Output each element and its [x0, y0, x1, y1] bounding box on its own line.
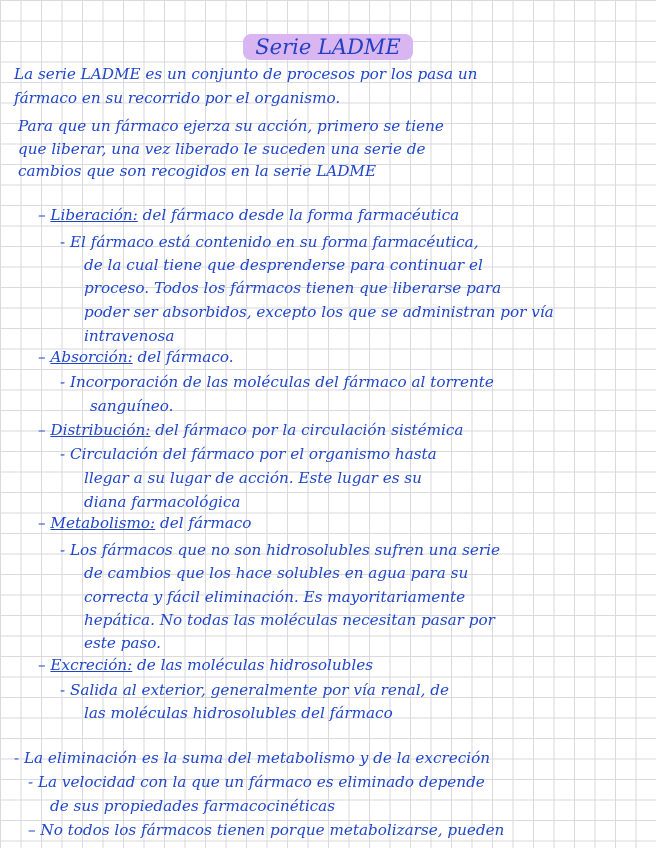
note-line: - La eliminación es la suma del metabolismo y de la excreción	[14, 749, 491, 767]
section-detail-line: de cambios que los hace solubles en agua para su	[84, 564, 469, 582]
section-detail-line: proceso. Todos los fármacos tienen que liberarse para	[84, 279, 502, 297]
intro-line: fármaco en su recorrido por el organismo.	[14, 89, 341, 107]
dash: –	[38, 206, 46, 224]
section-desc: de las moléculas hidrosolubles	[132, 656, 374, 674]
section-detail-line: correcta y fácil eliminación. Es mayoritariamente	[84, 588, 466, 606]
section-detail-line: - Circulación del fármaco por el organismo hasta	[60, 445, 437, 463]
note-line: de sus propiedades farmacocinéticas	[50, 797, 336, 815]
dash: –	[38, 656, 46, 674]
title-wrap	[0, 34, 656, 60]
section-detail-line: las moléculas hidrosolubles del fármaco	[84, 704, 393, 722]
section-desc: del fármaco por la circulación sistémica	[150, 421, 464, 439]
section-heading	[38, 347, 234, 367]
section-heading	[38, 205, 459, 225]
section-heading	[38, 513, 251, 533]
section-detail-line: diana farmacológica	[84, 493, 241, 511]
section-term: Liberación:	[50, 206, 138, 224]
section-term: Distribución:	[50, 421, 151, 439]
section-detail-line: este paso.	[84, 634, 161, 652]
section-detail-line: - El fármaco está contenido en su forma farmacéutica,	[60, 233, 479, 251]
section-desc: del fármaco.	[132, 348, 234, 366]
note-line: – No todos los fármacos tienen porque metabolizarse, pueden	[28, 821, 505, 839]
section-detail-line: intravenosa	[84, 327, 175, 345]
intro-line: cambios que son recogidos en la serie LADME	[18, 162, 377, 180]
section-detail-line: llegar a su lugar de acción. Este lugar es su	[84, 469, 422, 487]
section-detail-line: - Incorporación de las moléculas del fármaco al torrente	[60, 373, 494, 391]
intro-line: La serie LADME es un conjunto de procesos por los pasa un	[14, 65, 478, 83]
intro-line: que liberar, una vez liberado le suceden una serie de	[18, 140, 426, 158]
section-detail-line: sanguíneo.	[90, 397, 174, 415]
section-heading	[38, 655, 373, 675]
section-detail-line: poder ser absorbidos, excepto los que se administran por vía	[84, 303, 554, 321]
section-term: Metabolismo:	[50, 514, 156, 532]
section-term: Absorción:	[50, 348, 133, 366]
page-title: Serie LADME	[243, 34, 412, 60]
dash: –	[38, 514, 46, 532]
dash: –	[38, 421, 46, 439]
section-detail-line: - Los fármacos que no son hidrosolubles sufren una serie	[60, 541, 501, 559]
intro-line: Para que un fármaco ejerza su acción, primero se tiene	[18, 117, 444, 135]
note-line: - La velocidad con la que un fármaco es eliminado depende	[28, 773, 485, 791]
section-desc: del fármaco desde la forma farmacéutica	[137, 206, 460, 224]
section-detail-line: - Salida al exterior, generalmente por vía renal, de	[60, 681, 449, 699]
section-desc: del fármaco	[155, 514, 252, 532]
section-detail-line: hepática. No todas las moléculas necesitan pasar por	[84, 611, 495, 629]
dash: –	[38, 348, 46, 366]
section-term: Excreción:	[50, 656, 133, 674]
section-heading	[38, 420, 463, 440]
section-detail-line: de la cual tiene que desprenderse para continuar el	[84, 256, 483, 274]
